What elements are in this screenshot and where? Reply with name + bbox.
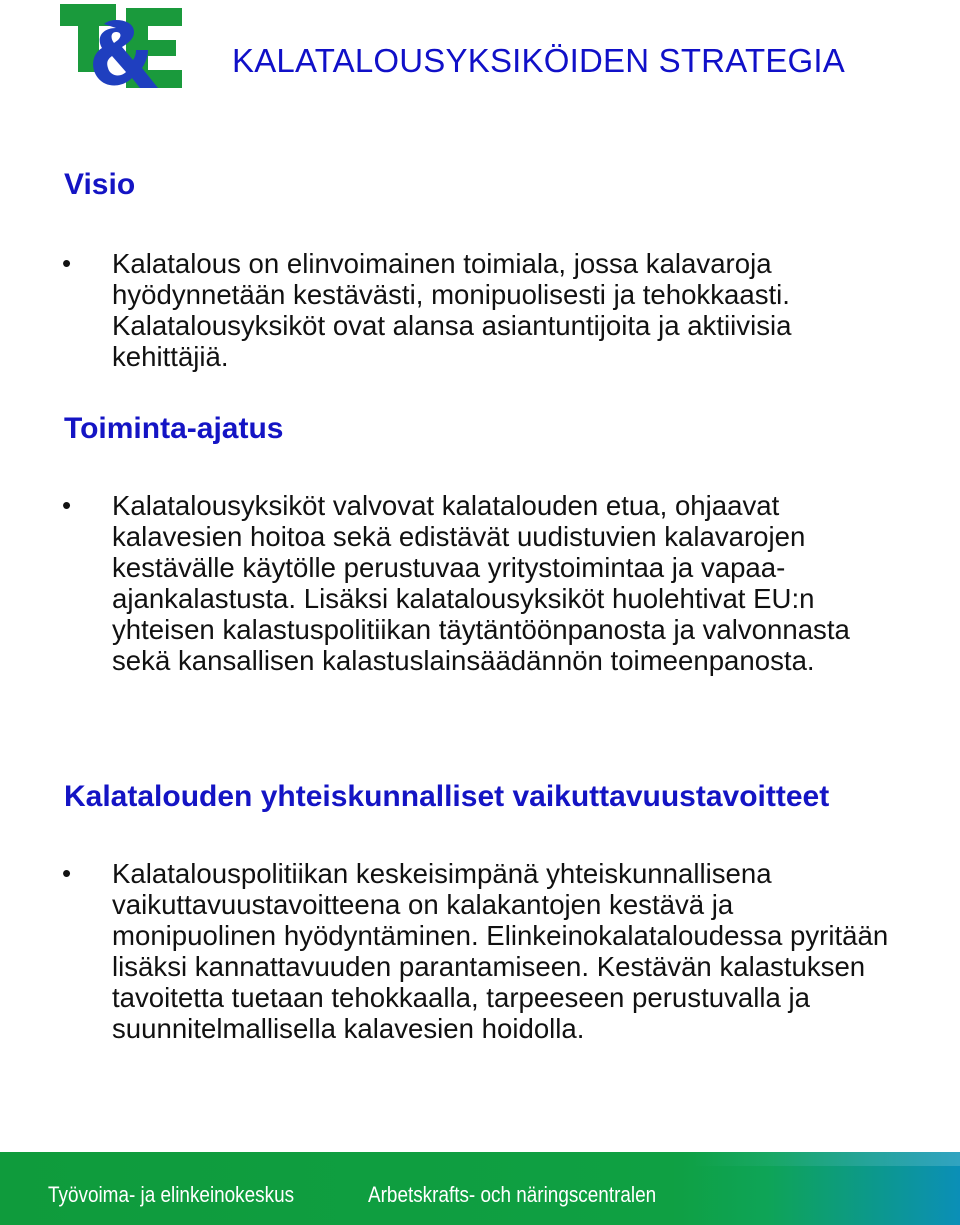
bullet-icon: • [62,490,72,520]
footer-highlight-strip [0,1152,960,1166]
section-heading-toiminta-ajatus: Toiminta-ajatus [64,412,284,445]
bullet-icon: • [62,858,72,888]
section-text-vaikuttavuustavoitteet: Kalatalouspolitiikan keskeisimpänä yhteiskunnallisena vaikuttavuustavoitteena on kalakantojen kestävä ja monipuolinen hyödyntäminen. Elinkeinokalataloudessa pyritään lisäksi kannattavuuden parantamiseen. Kestävän kalastuksen tavoitetta tuetaan tehokkaalla, tarpeeseen perustuvalla ja suunnitelmallisella kalavesien hoidolla. [112,858,889,1044]
document-title: KALATALOUSYKSIKÖIDEN STRATEGIA [232,42,845,79]
section-text-visio: Kalatalous on elinvoimainen toimiala, jossa kalavaroja hyödynnetään kestävästi, monipuolisesti ja tehokkaasti. Kalatalousyksiköt ovat alansa asiantuntijoita ja aktiivisia kehittäjiä. [112,248,792,372]
bullet-icon: • [62,248,72,278]
footer-bar [0,1152,960,1225]
footer-text-finnish: Työvoima- ja elinkeinokeskus [48,1182,295,1207]
section-heading-vaikuttavuustavoitteet: Kalatalouden yhteiskunnalliset vaikuttavuustavoitteet [64,780,830,813]
section-text-toiminta-ajatus: Kalatalousyksiköt valvovat kalatalouden etua, ohjaavat kalavesien hoitoa sekä edistävät uudistuvien kalavarojen kestävälle käytölle perustuvaa yritystoimintaa ja vapaa-ajankalastusta. Lisäksi kalatalousyksiköt huolehtivat EU:n yhteisen kalastuspolitiikan täytäntöönpanosta ja valvonnasta sekä kansallisen kalastuslainsäädännön toimeenpanosta. [112,490,850,676]
section-heading-visio: Visio [64,168,136,201]
te-centre-logo [58,2,184,92]
footer-text-swedish: Arbetskrafts- och näringscentralen [368,1182,657,1207]
